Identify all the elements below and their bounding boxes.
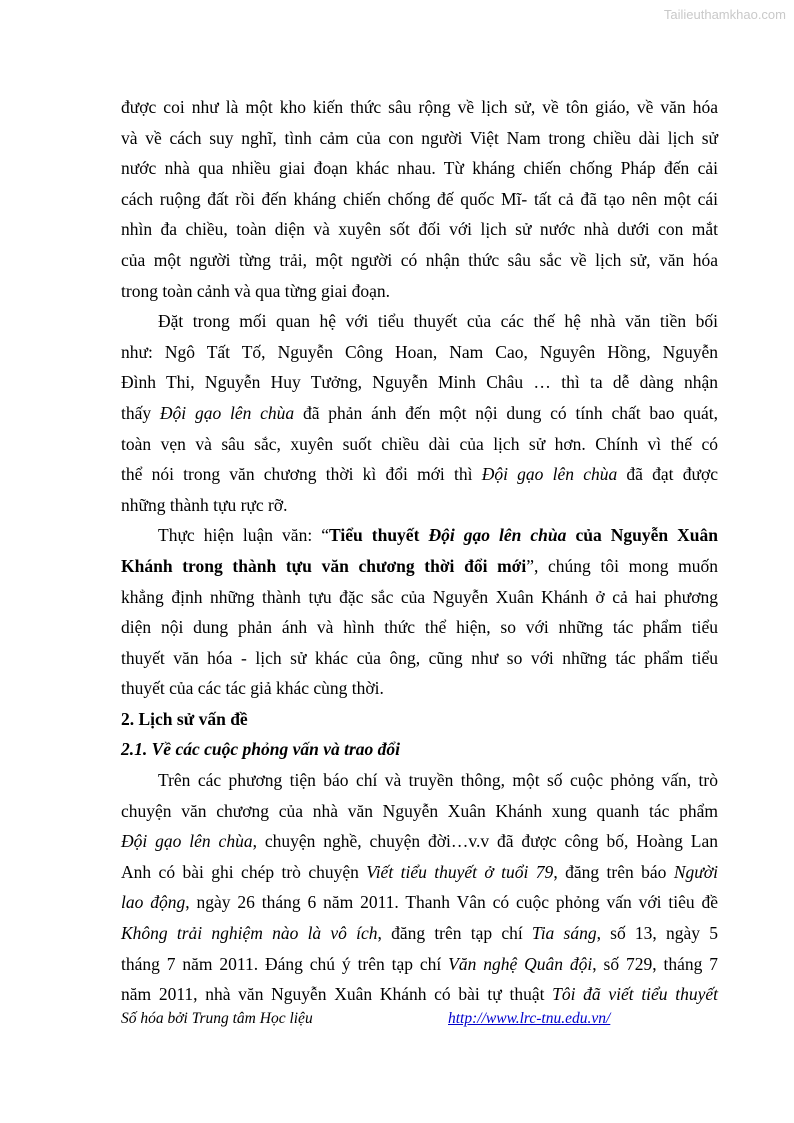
newspaper-name: Người [673,861,718,882]
text-run: , số 729, tháng 7 [592,953,718,974]
book-title: Đội gạo lên chùa [121,831,253,852]
footer-credit: Số hóa bởi Trung tâm Học liệu [121,1010,313,1027]
page-footer [121,1010,718,1034]
subsection-heading: 2.1. Về các cuộc phỏng vấn và trao đổi [121,739,401,760]
text-line: thuyết của các tác giả khác cùng thời. [121,678,384,699]
text-run: , đăng trên tạp chí [377,923,532,944]
text-line: được coi như là một kho kiến thức sâu rộng về lịch sử, về tôn giáo, về văn hóa [121,97,718,117]
text-run: ”, chúng tôi mong muốn [526,555,719,576]
text-line: như: Ngô Tất Tố, Nguyễn Công Hoan, Nam Cao, Nguyên Hồng, Nguyễn [121,341,718,362]
journal-name: Tia sáng [531,923,597,944]
book-title: Đội gạo lên chùa [159,402,295,423]
text-line [121,551,718,582]
article-title: Không trải nghiệm nào là vô ích [121,923,378,944]
book-title: Đội gạo lên chùa [428,525,567,546]
journal-name: Văn nghệ Quân đội [448,953,593,974]
text-line [121,826,718,857]
text-run: năm 2011, nhà văn Nguyễn Xuân Khánh có bài tự thuật [121,984,553,1005]
text-line: nhìn đa chiều, toàn diện và xuyên sốt đối với lịch sử nước nhà dưới con mắt [121,219,718,240]
watermark: Tailieuthamkhao.com [663,7,786,22]
thesis-title: Tiểu thuyết [329,525,429,546]
article-title: Tôi đã viết tiểu thuyết [552,984,719,1005]
text-run: , ngày 26 tháng 6 năm 2011. Thanh Vân có cuộc phỏng vấn với tiêu đề [185,892,718,913]
text-line: nước nhà qua nhiều giai đoạn khác nhau. Từ kháng chiến chống Pháp đến cải [121,158,718,179]
text-line [121,979,718,1010]
text-run: Anh có bài ghi chép trò chuyện [121,861,367,882]
text-line [121,520,718,551]
section-heading: 2. Lịch sử vấn đề [121,708,248,729]
text-line [121,459,718,490]
text-run: đã đạt được [617,464,718,485]
text-line: của một người từng trải, một người có nhận thức sâu sắc về lịch sử, văn hóa [121,249,718,270]
text-line: khẳng định những thành tựu đặc sắc của Nguyễn Xuân Khánh ở cả hai phương [121,586,718,607]
text-run: , đăng trên báo [553,861,674,882]
text-line: Đình Thi, Nguyễn Huy Tưởng, Nguyễn Minh Châu … thì ta dễ dàng nhận [121,372,718,393]
text-run: tháng 7 năm 2011. Đáng chú ý trên tạp chí [121,953,449,974]
text-line [121,857,718,888]
text-line: những thành tựu rực rỡ. [121,494,288,515]
text-line: chuyện văn chương của nhà văn Nguyễn Xuân Khánh xung quanh tác phẩm [121,800,718,821]
text-run: thấy [121,402,160,423]
text-run: Thực hiện luận văn: “ [158,525,329,546]
newspaper-name: lao động [121,892,186,913]
text-line: cách ruộng đất rồi đến kháng chiến chống đế quốc Mĩ- tất cả đã tạo nên một cái [121,188,718,209]
text-line: và về cách suy nghĩ, tình cảm của con người Việt Nam trong chiều dài lịch sử [121,127,718,148]
text-line: Trên các phương tiện báo chí và truyền thông, một số cuộc phỏng vấn, trò [158,770,718,791]
text-run: đã phản ánh đến một nội dung có tính chất bao quát, [294,402,718,423]
footer-link[interactable]: http://www.lrc-tnu.edu.vn/ [448,1010,611,1027]
document-body [121,92,718,1010]
thesis-title: Khánh trong thành tựu văn chương thời đổi mới [121,555,527,576]
text-line [121,398,718,429]
text-line: toàn vẹn và sâu sắc, xuyên suốt chiều dài của lịch sử hơn. Chính vì thế có [121,433,718,454]
text-run: , chuyện nghề, chuyện đời…v.v đã được công bố, Hoàng Lan [252,831,718,852]
text-line: diện nội dung phản ánh và hình thức thể hiện, so với những tác phẩm tiểu [121,617,718,638]
text-run: thể nói trong văn chương thời kì đổi mới thì [121,464,482,485]
text-line: thuyết văn hóa - lịch sử khác của ông, cũng như so với những tác phẩm tiểu [121,647,718,668]
book-title: Đội gạo lên chùa [481,464,618,485]
text-line [121,918,718,949]
text-line: trong toàn cảnh và qua từng giai đoạn. [121,280,390,301]
thesis-title: của Nguyễn Xuân [566,525,718,546]
text-line [121,949,718,980]
text-line [121,887,718,918]
article-title: Viết tiểu thuyết ở tuổi 79 [366,861,554,882]
text-run: , số 13, ngày 5 [596,923,718,944]
text-line: Đặt trong mối quan hệ với tiểu thuyết của các thế hệ nhà văn tiền bối [158,311,718,332]
